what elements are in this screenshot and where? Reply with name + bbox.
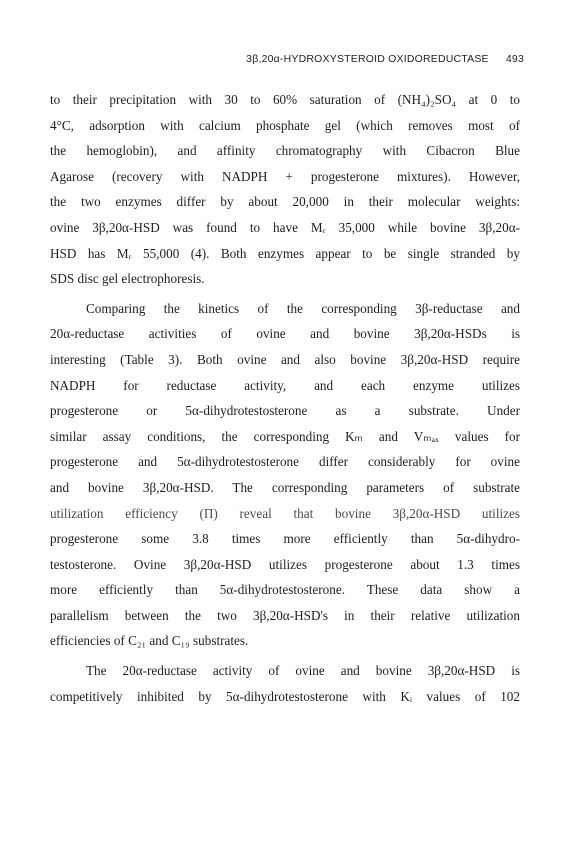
text-line: similar assay conditions, the corresponding Kₘ and Vₘₐₓ values for [50,428,520,444]
paragraph-3 [50,658,520,709]
text-line: more efficiently than 5α-dihydrotestosterone. These data show a [50,582,520,598]
text-line: progesterone or 5α-dihydrotestosterone as a substrate. Under [50,403,520,419]
running-head-title: 3β,20α-HYDROXYSTEROID OXIDOREDUCTASE [246,53,489,65]
text-line: 4°C, adsorption with calcium phosphate gel (which removes most of [50,117,520,133]
text-line: 20α-reductase activities of ovine and bovine 3β,20α-HSDs is [50,326,520,342]
text-line: ovine 3β,20α-HSD was found to have Mᵣ 35,000 while bovine 3β,20α- [50,219,520,235]
text-line: progesterone some 3.8 times more efficiently than 5α-dihydro- [50,531,520,547]
running-head [246,53,524,65]
text-line: progesterone and 5α-dihydrotestosterone differ considerably for ovine [50,454,520,470]
text-line: to their precipitation with 30 to 60% saturation of (NH₄)₂SO₄ at 0 to [50,92,520,107]
paragraph-2 [50,296,520,654]
text-line: HSD has Mᵣ 55,000 (4). Both enzymes appear to be single stranded by [50,245,520,261]
text-line: the two enzymes differ by about 20,000 in their molecular weights: [50,194,520,210]
text-line: efficiencies of C₂₁ and C₁₉ substrates. [50,633,249,649]
text-line: and bovine 3β,20α-HSD. The corresponding parameters of substrate [50,479,520,495]
text-line: SDS disc gel electrophoresis. [50,271,205,287]
text-line: utilization efficiency (Π) reveal that bovine 3β,20α-HSD utilizes [50,505,520,521]
paragraph-1 [50,87,520,292]
text-line: NADPH for reductase activity, and each enzyme utilizes [50,377,520,393]
text-line: competitively inhibited by 5α-dihydrotestosterone with Kᵢ values of 102 [50,688,520,704]
page-number: 493 [505,53,524,65]
text-line: Comparing the kinetics of the corresponding 3β-reductase and [86,300,520,316]
text-line: The 20α-reductase activity of ovine and bovine 3β,20α-HSD is [86,663,520,679]
body-text [50,87,520,709]
text-line: interesting (Table 3). Both ovine and also bovine 3β,20α-HSD require [50,351,520,367]
text-line: testosterone. Ovine 3β,20α-HSD utilizes progesterone about 1.3 times [50,556,520,572]
text-line: the hemoglobin), and affinity chromatography with Cibacron Blue [50,143,520,159]
text-line: Agarose (recovery with NADPH + progesterone mixtures). However, [50,168,520,184]
text-line: parallelism between the two 3β,20α-HSD's in their relative utilization [50,607,520,623]
